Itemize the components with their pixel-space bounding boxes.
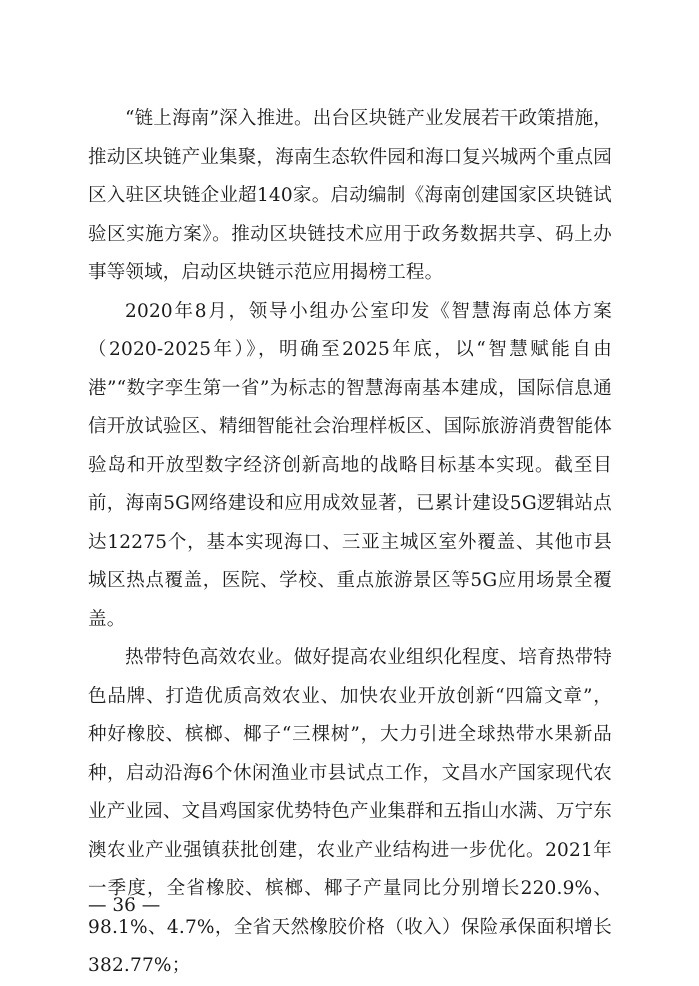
paragraph-blockchain: “链上海南”深入推进。出台区块链产业发展若干政策措施，推动区块链产业集聚，海南生态软件园和海口复兴城两个重点园区入驻区块链企业超140家。启动编制《海南创建国家区块链试验区实施方案》。推动区块链技术应用于政务数据共享、码上办事等领域，启动区块链示范应用揭榜工程。: [88, 108, 612, 283]
paragraph-tropical-agriculture: 热带特色高效农业。做好提高农业组织化程度、培育热带特色品牌、打造优质高效农业、加快农业开放创新“四篇文章”，种好橡胶、槟榔、椰子“三棵树”，大力引进全球热带水果新品种，启动沿海6个休闲渔业市县试点工作，文昌水产国家现代农业产业园、文昌鸡国家优势特色产业集群和五指山水满、万宁东澳农业产业强镇获批创建，农业产业结构进一步优化。2021年一季度，全省橡胶、槟榔、椰子产量同比分别增长220.9%、98.1%、4.7%，全省天然橡胶价格（收入）保险承保面积增长382.77%；: [88, 647, 612, 976]
body-text: [88, 100, 612, 986]
paragraph-smart-hainan: 2020年8月，领导小组办公室印发《智慧海南总体方案（2020-2025年）》，明确至2025年底，以“智慧赋能自由港”“数字孪生第一省”为标志的智慧海南基本建成，国际信息通信开放试验区、精细智能社会治理样板区、国际旅游消费智能体验岛和开放型数字经济创新高地的战略目标基本实现。截至目前，海南5G网络建设和应用成效显著，已累计建设5G逻辑站点达12275个，基本实现海口、三亚主城区室外覆盖、其他市县城区热点覆盖，医院、学校、重点旅游景区等5G应用场景全覆盖。: [88, 300, 612, 630]
page-number: — 36 —: [88, 895, 161, 916]
